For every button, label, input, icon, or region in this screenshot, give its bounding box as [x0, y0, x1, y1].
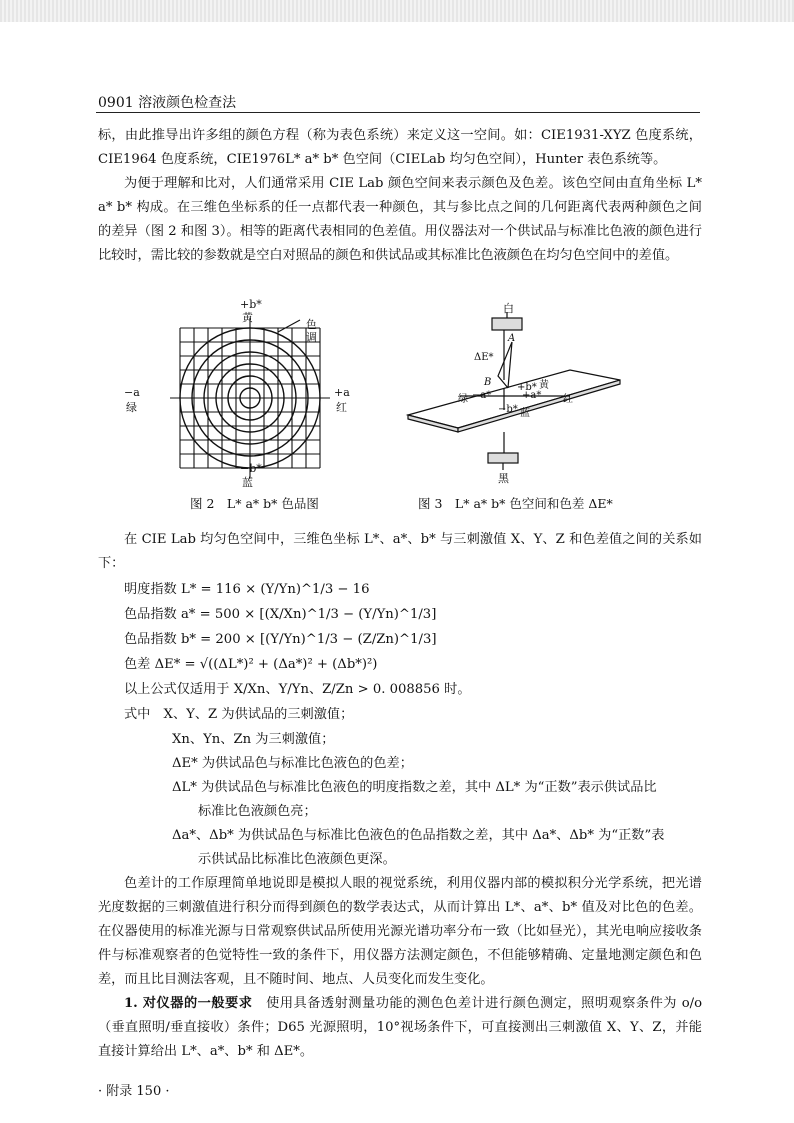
- fig2-top-name: 黄: [242, 311, 253, 324]
- fig2-left-label: −a: [124, 386, 140, 399]
- fig3-delta-e-label: ΔE*: [474, 352, 494, 363]
- instrument-requirements-text: 使用具备透射测量功能的测色色差计进行颜色测定，照明观察条件为 o/o（垂直照明/垂直接收）条件；D65 光源照明，10°视场条件下，可直接测出三刺激值 X、Y、Z，并能直接计算给出 L*、a*、b* 和 ΔE*。: [98, 996, 703, 1059]
- paragraph-intro: 标，由此推导出许多组的颜色方程（称为表色系统）来定义这一空间。如：CIE1931-XYZ 色度系统，CIE1964 色度系统，CIE1976L* a* b* 色空间（CIELab 均匀色空间），Hunter 表色系统等。: [98, 128, 702, 167]
- formula-delta-e: 色差 ΔE* = √((ΔL*)² + (Δa*)² + (Δb*)²): [124, 657, 378, 672]
- fig3-minus-b-name: 蓝: [520, 408, 530, 419]
- fig3-minus-a: −a*: [472, 390, 492, 401]
- page-header-title: 0901 溶液颜色检查法: [98, 95, 237, 111]
- header-rule: [96, 112, 700, 113]
- definition-xyz: 式中 X、Y、Z 为供试品的三刺激值；: [124, 707, 354, 722]
- definition-delta-l-line2: 标准比色液颜色亮；: [198, 804, 317, 819]
- fig2-hue-label: 色调: [306, 318, 317, 344]
- formula-a-index: 色品指数 a* = 500 × [(X/Xn)^1/3 − (Y/Yn)^1/3]: [124, 607, 437, 622]
- paragraph-colorimeter: 色差计的工作原理简单地说即是模拟人眼的视觉系统，利用仪器内部的模拟积分光学系统，把光谱光度数据的三刺激值进行积分而得到颜色的数学表达式，从而计算出 L*、a*、b* 值及对比色的色差。在仪器使用的标准光源与日常观察供试品所使用光源光谱功率分布一致（比如昼光），其光电响应接收条件与标准观察者的色觉特性一致的条件下，用仪器方法测定颜色，不但能够精确、定量地测定颜色和色差，而且比目测法客观，且不随时间、地点、人员变化而发生变化。: [98, 876, 702, 987]
- fig2-right-name: 红: [336, 401, 347, 414]
- fig3-point-a: A: [508, 333, 516, 344]
- fig3-plus-a: +a*: [522, 390, 542, 401]
- fig3-plus-b-name: 黄: [539, 380, 549, 391]
- fig2-right-label: +a: [334, 386, 350, 399]
- definition-delta-e: ΔE* 为供试品色与标准比色液色的色差；: [172, 756, 413, 771]
- fig3-black-label: 黑: [498, 472, 509, 485]
- fig3-white-label: 白: [503, 302, 514, 315]
- paragraph-instrument-requirements: [98, 992, 702, 1064]
- formula-lightness: 明度指数 L* = 116 × (Y/Yn)^1/3 − 16: [124, 582, 370, 597]
- fig3-minus-a-name: 绿: [458, 394, 468, 405]
- definition-delta-ab-line1: Δa*、Δb* 为供试品色与标准比色液色的色品指数之差，其中 Δa*、Δb* 为“正数”表: [172, 828, 665, 843]
- formula-b-index: 色品指数 b* = 200 × [(Y/Yn)^1/3 − (Z/Zn)^1/3]: [124, 632, 437, 647]
- scan-top-band: [0, 0, 794, 22]
- paragraph-lab-space: 为便于理解和比对，人们通常采用 CIE Lab 颜色空间来表示颜色及色差。该色空间由直角坐标 L* a* b* 构成。在三维色坐标系的任一点都代表一种颜色，其与参比点之间的几何距离代表两种颜色之间的差异（图 2 和图 3）。相等的距离代表相同的色差值。用仪器法对一个供试品与标准比色液的颜色进行比较时，需比较的参数就是空白对照品的颜色和供试品或其标准比色液颜色在均匀色空间中的差值。: [98, 176, 702, 263]
- fig3-point-b: B: [484, 377, 492, 388]
- paragraph-relations: 在 CIE Lab 均匀色空间中，三维色坐标 L*、a*、b* 与三刺激值 X、Y、Z 和色差值之间的关系如下：: [98, 532, 702, 571]
- figure-3-caption: 图 3 L* a* b* 色空间和色差 ΔE*: [418, 496, 613, 511]
- definition-xn-yn-zn: Xn、Yn、Zn 为三刺激值；: [172, 732, 335, 747]
- figure-2-chromaticity: [124, 298, 380, 489]
- fig2-left-name: 绿: [126, 401, 137, 414]
- definition-delta-ab-line2: 示供试品比标准比色液颜色更深。: [198, 852, 396, 867]
- fig2-bottom-name: 蓝: [242, 476, 253, 489]
- fig2-top-label: +b*: [240, 298, 262, 311]
- page-number: · 附录 150 ·: [98, 1084, 170, 1099]
- definition-delta-l-line1: ΔL* 为供试品色与标准比色液色的明度指数之差，其中 ΔL* 为“正数”表示供试品比: [172, 780, 657, 795]
- fig2-bottom-label: −b*: [240, 462, 262, 475]
- fig3-plus-a-name: 红: [563, 394, 573, 405]
- formula-condition: 以上公式仅适用于 X/Xn、Y/Yn、Z/Zn > 0. 008856 时。: [124, 682, 471, 697]
- figure-2-caption: 图 2 L* a* b* 色品图: [190, 496, 319, 511]
- figure-3-color-space: [400, 300, 650, 485]
- fig3-minus-b: −b*: [498, 404, 518, 415]
- section-heading-instrument: 1. 对仪器的一般要求: [124, 996, 253, 1011]
- fig3-plus-b: +b*: [517, 382, 537, 393]
